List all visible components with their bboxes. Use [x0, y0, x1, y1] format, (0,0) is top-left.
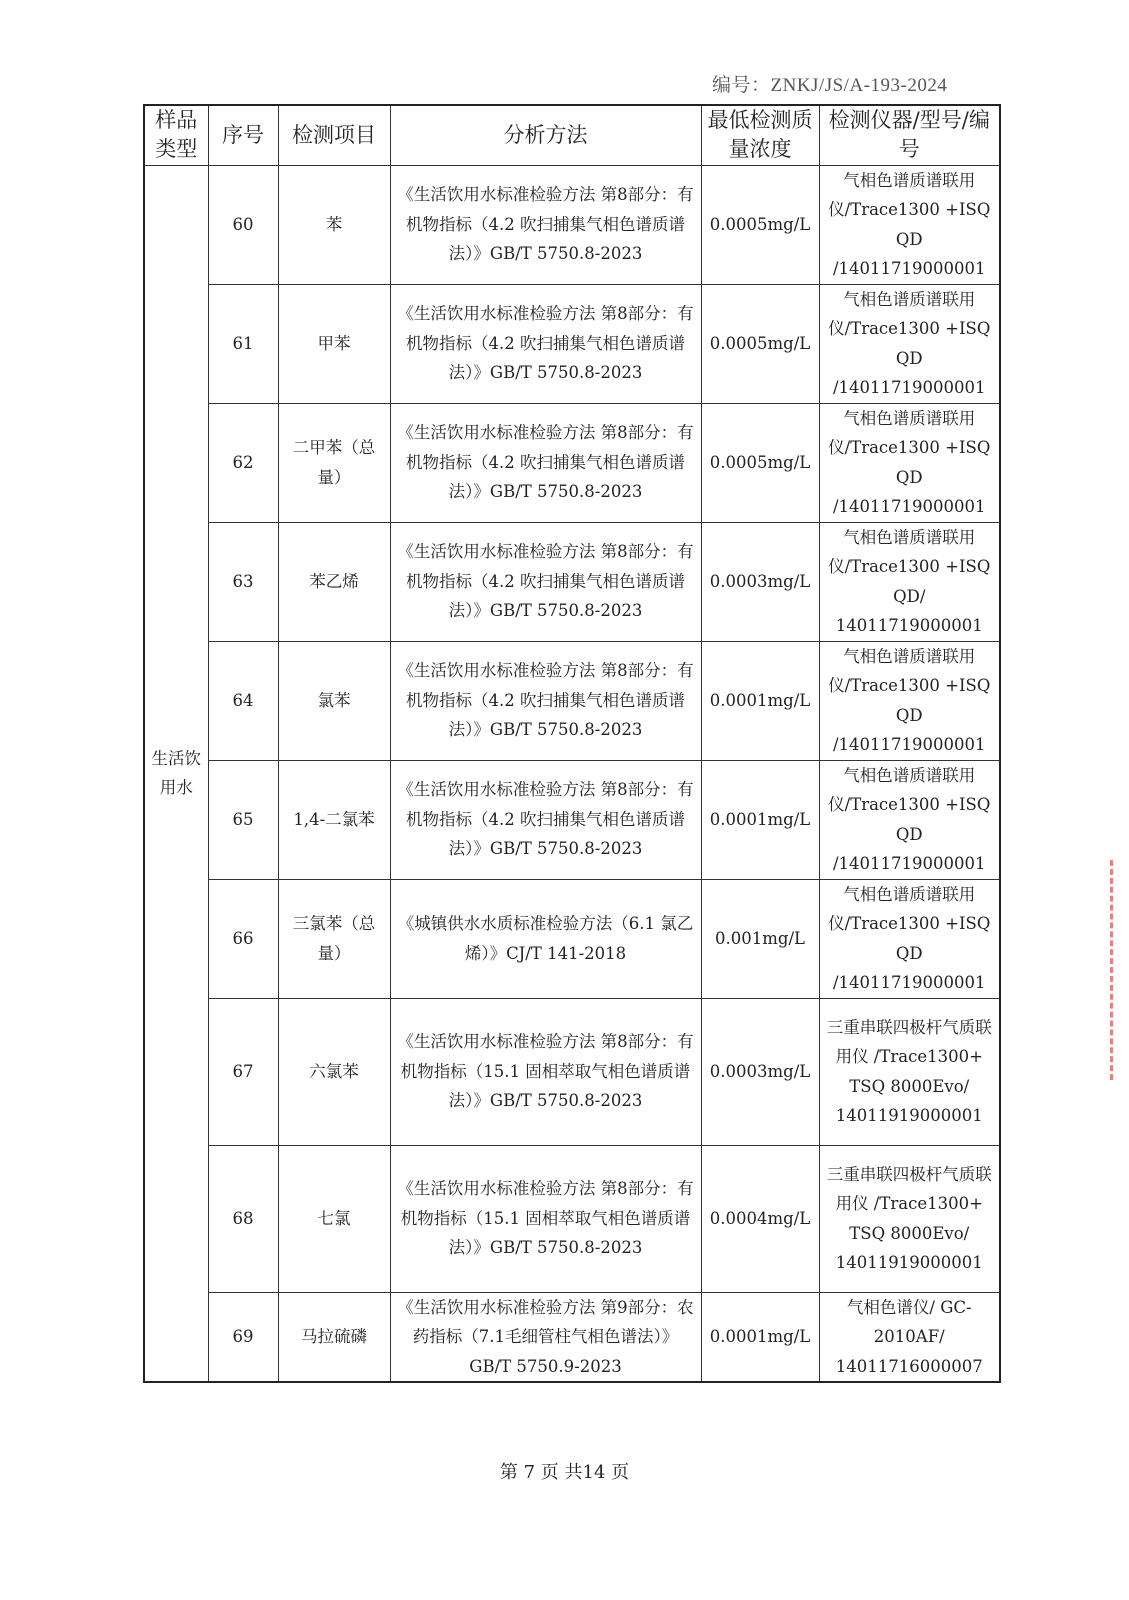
method-cell: 《生活饮用水标准检验方法 第8部分：有机物指标（4.2 吹扫捕集气相色谱质谱法）》GB/T 5750.8-2023	[390, 522, 701, 641]
header-instrument: 检测仪器/型号/编号	[819, 105, 1000, 165]
table-row	[144, 998, 1000, 1145]
item-cell: 1,4-二氯苯	[278, 760, 390, 879]
method-cell: 《生活饮用水标准检验方法 第9部分：农药指标（7.1毛细管柱气相色谱法）》GB/T 5750.9-2023	[390, 1292, 701, 1382]
seal-stamp-edge	[1096, 860, 1113, 1080]
min-conc-cell: 0.0004mg/L	[701, 1145, 819, 1292]
item-cell: 甲苯	[278, 284, 390, 403]
seq-cell: 69	[208, 1292, 278, 1382]
min-conc-cell: 0.0005mg/L	[701, 403, 819, 522]
min-conc-cell: 0.001mg/L	[701, 879, 819, 998]
instrument-cell: 气相色谱质谱联用仪/Trace1300 +ISQ QD /14011719000001	[819, 760, 1000, 879]
item-cell: 氯苯	[278, 641, 390, 760]
table-row	[144, 1145, 1000, 1292]
instrument-cell: 三重串联四极杆气质联用仪 /Trace1300+ TSQ 8000Evo/ 14011919000001	[819, 1145, 1000, 1292]
header-min-conc: 最低检测质量浓度	[701, 105, 819, 165]
header-seq: 序号	[208, 105, 278, 165]
instrument-cell: 气相色谱质谱联用仪/Trace1300 +ISQ QD /14011719000001	[819, 641, 1000, 760]
header-item: 检测项目	[278, 105, 390, 165]
detection-methods-table	[143, 104, 1001, 1383]
header-sample-type: 样品类型	[144, 105, 208, 165]
sample-type-cell: 生活饮用水	[144, 165, 208, 1382]
seq-cell: 68	[208, 1145, 278, 1292]
instrument-cell: 气相色谱质谱联用仪/Trace1300 +ISQ QD /14011719000001	[819, 165, 1000, 284]
table-row	[144, 403, 1000, 522]
method-cell: 《城镇供水水质标准检验方法（6.1 氯乙烯）》CJ/T 141-2018	[390, 879, 701, 998]
instrument-cell: 气相色谱质谱联用仪/Trace1300 +ISQ QD /14011719000001	[819, 879, 1000, 998]
table-row	[144, 879, 1000, 998]
min-conc-cell: 0.0001mg/L	[701, 760, 819, 879]
table-row	[144, 641, 1000, 760]
min-conc-cell: 0.0003mg/L	[701, 522, 819, 641]
table-row	[144, 1292, 1000, 1382]
seq-cell: 67	[208, 998, 278, 1145]
table-row	[144, 522, 1000, 641]
seq-cell: 64	[208, 641, 278, 760]
min-conc-cell: 0.0005mg/L	[701, 284, 819, 403]
table-row	[144, 165, 1000, 284]
min-conc-cell: 0.0001mg/L	[701, 641, 819, 760]
method-cell: 《生活饮用水标准检验方法 第8部分：有机物指标（4.2 吹扫捕集气相色谱质谱法）》GB/T 5750.8-2023	[390, 760, 701, 879]
instrument-cell: 气相色谱质谱联用仪/Trace1300 +ISQ QD/ 14011719000001	[819, 522, 1000, 641]
item-cell: 苯	[278, 165, 390, 284]
method-cell: 《生活饮用水标准检验方法 第8部分：有机物指标（4.2 吹扫捕集气相色谱质谱法）》GB/T 5750.8-2023	[390, 403, 701, 522]
table-row	[144, 760, 1000, 879]
item-cell: 三氯苯（总量）	[278, 879, 390, 998]
min-conc-cell: 0.0001mg/L	[701, 1292, 819, 1382]
item-cell: 六氯苯	[278, 998, 390, 1145]
seq-cell: 61	[208, 284, 278, 403]
item-cell: 二甲苯（总量）	[278, 403, 390, 522]
method-cell: 《生活饮用水标准检验方法 第8部分：有机物指标（15.1 固相萃取气相色谱质谱法）》GB/T 5750.8-2023	[390, 998, 701, 1145]
table-row	[144, 284, 1000, 403]
item-cell: 七氯	[278, 1145, 390, 1292]
table-header-row	[144, 105, 1000, 165]
method-cell: 《生活饮用水标准检验方法 第8部分：有机物指标（4.2 吹扫捕集气相色谱质谱法）》GB/T 5750.8-2023	[390, 165, 701, 284]
seq-cell: 63	[208, 522, 278, 641]
item-cell: 苯乙烯	[278, 522, 390, 641]
method-cell: 《生活饮用水标准检验方法 第8部分：有机物指标（4.2 吹扫捕集气相色谱质谱法）》GB/T 5750.8-2023	[390, 641, 701, 760]
method-cell: 《生活饮用水标准检验方法 第8部分：有机物指标（4.2 吹扫捕集气相色谱质谱法）》GB/T 5750.8-2023	[390, 284, 701, 403]
seq-cell: 65	[208, 760, 278, 879]
page-footer: 第 7 页 共14 页	[499, 1462, 630, 1483]
seq-cell: 60	[208, 165, 278, 284]
min-conc-cell: 0.0003mg/L	[701, 998, 819, 1145]
seq-cell: 66	[208, 879, 278, 998]
instrument-cell: 三重串联四极杆气质联用仪 /Trace1300+ TSQ 8000Evo/ 14011919000001	[819, 998, 1000, 1145]
document-number: 编号：ZNKJ/JS/A-193-2024	[712, 75, 948, 96]
instrument-cell: 气相色谱质谱联用仪/Trace1300 +ISQ QD /14011719000001	[819, 403, 1000, 522]
item-cell: 马拉硫磷	[278, 1292, 390, 1382]
min-conc-cell: 0.0005mg/L	[701, 165, 819, 284]
instrument-cell: 气相色谱质谱联用仪/Trace1300 +ISQ QD /14011719000001	[819, 284, 1000, 403]
instrument-cell: 气相色谱仪/ GC-2010AF/ 14011716000007	[819, 1292, 1000, 1382]
seq-cell: 62	[208, 403, 278, 522]
header-method: 分析方法	[390, 105, 701, 165]
method-cell: 《生活饮用水标准检验方法 第8部分：有机物指标（15.1 固相萃取气相色谱质谱法）》GB/T 5750.8-2023	[390, 1145, 701, 1292]
